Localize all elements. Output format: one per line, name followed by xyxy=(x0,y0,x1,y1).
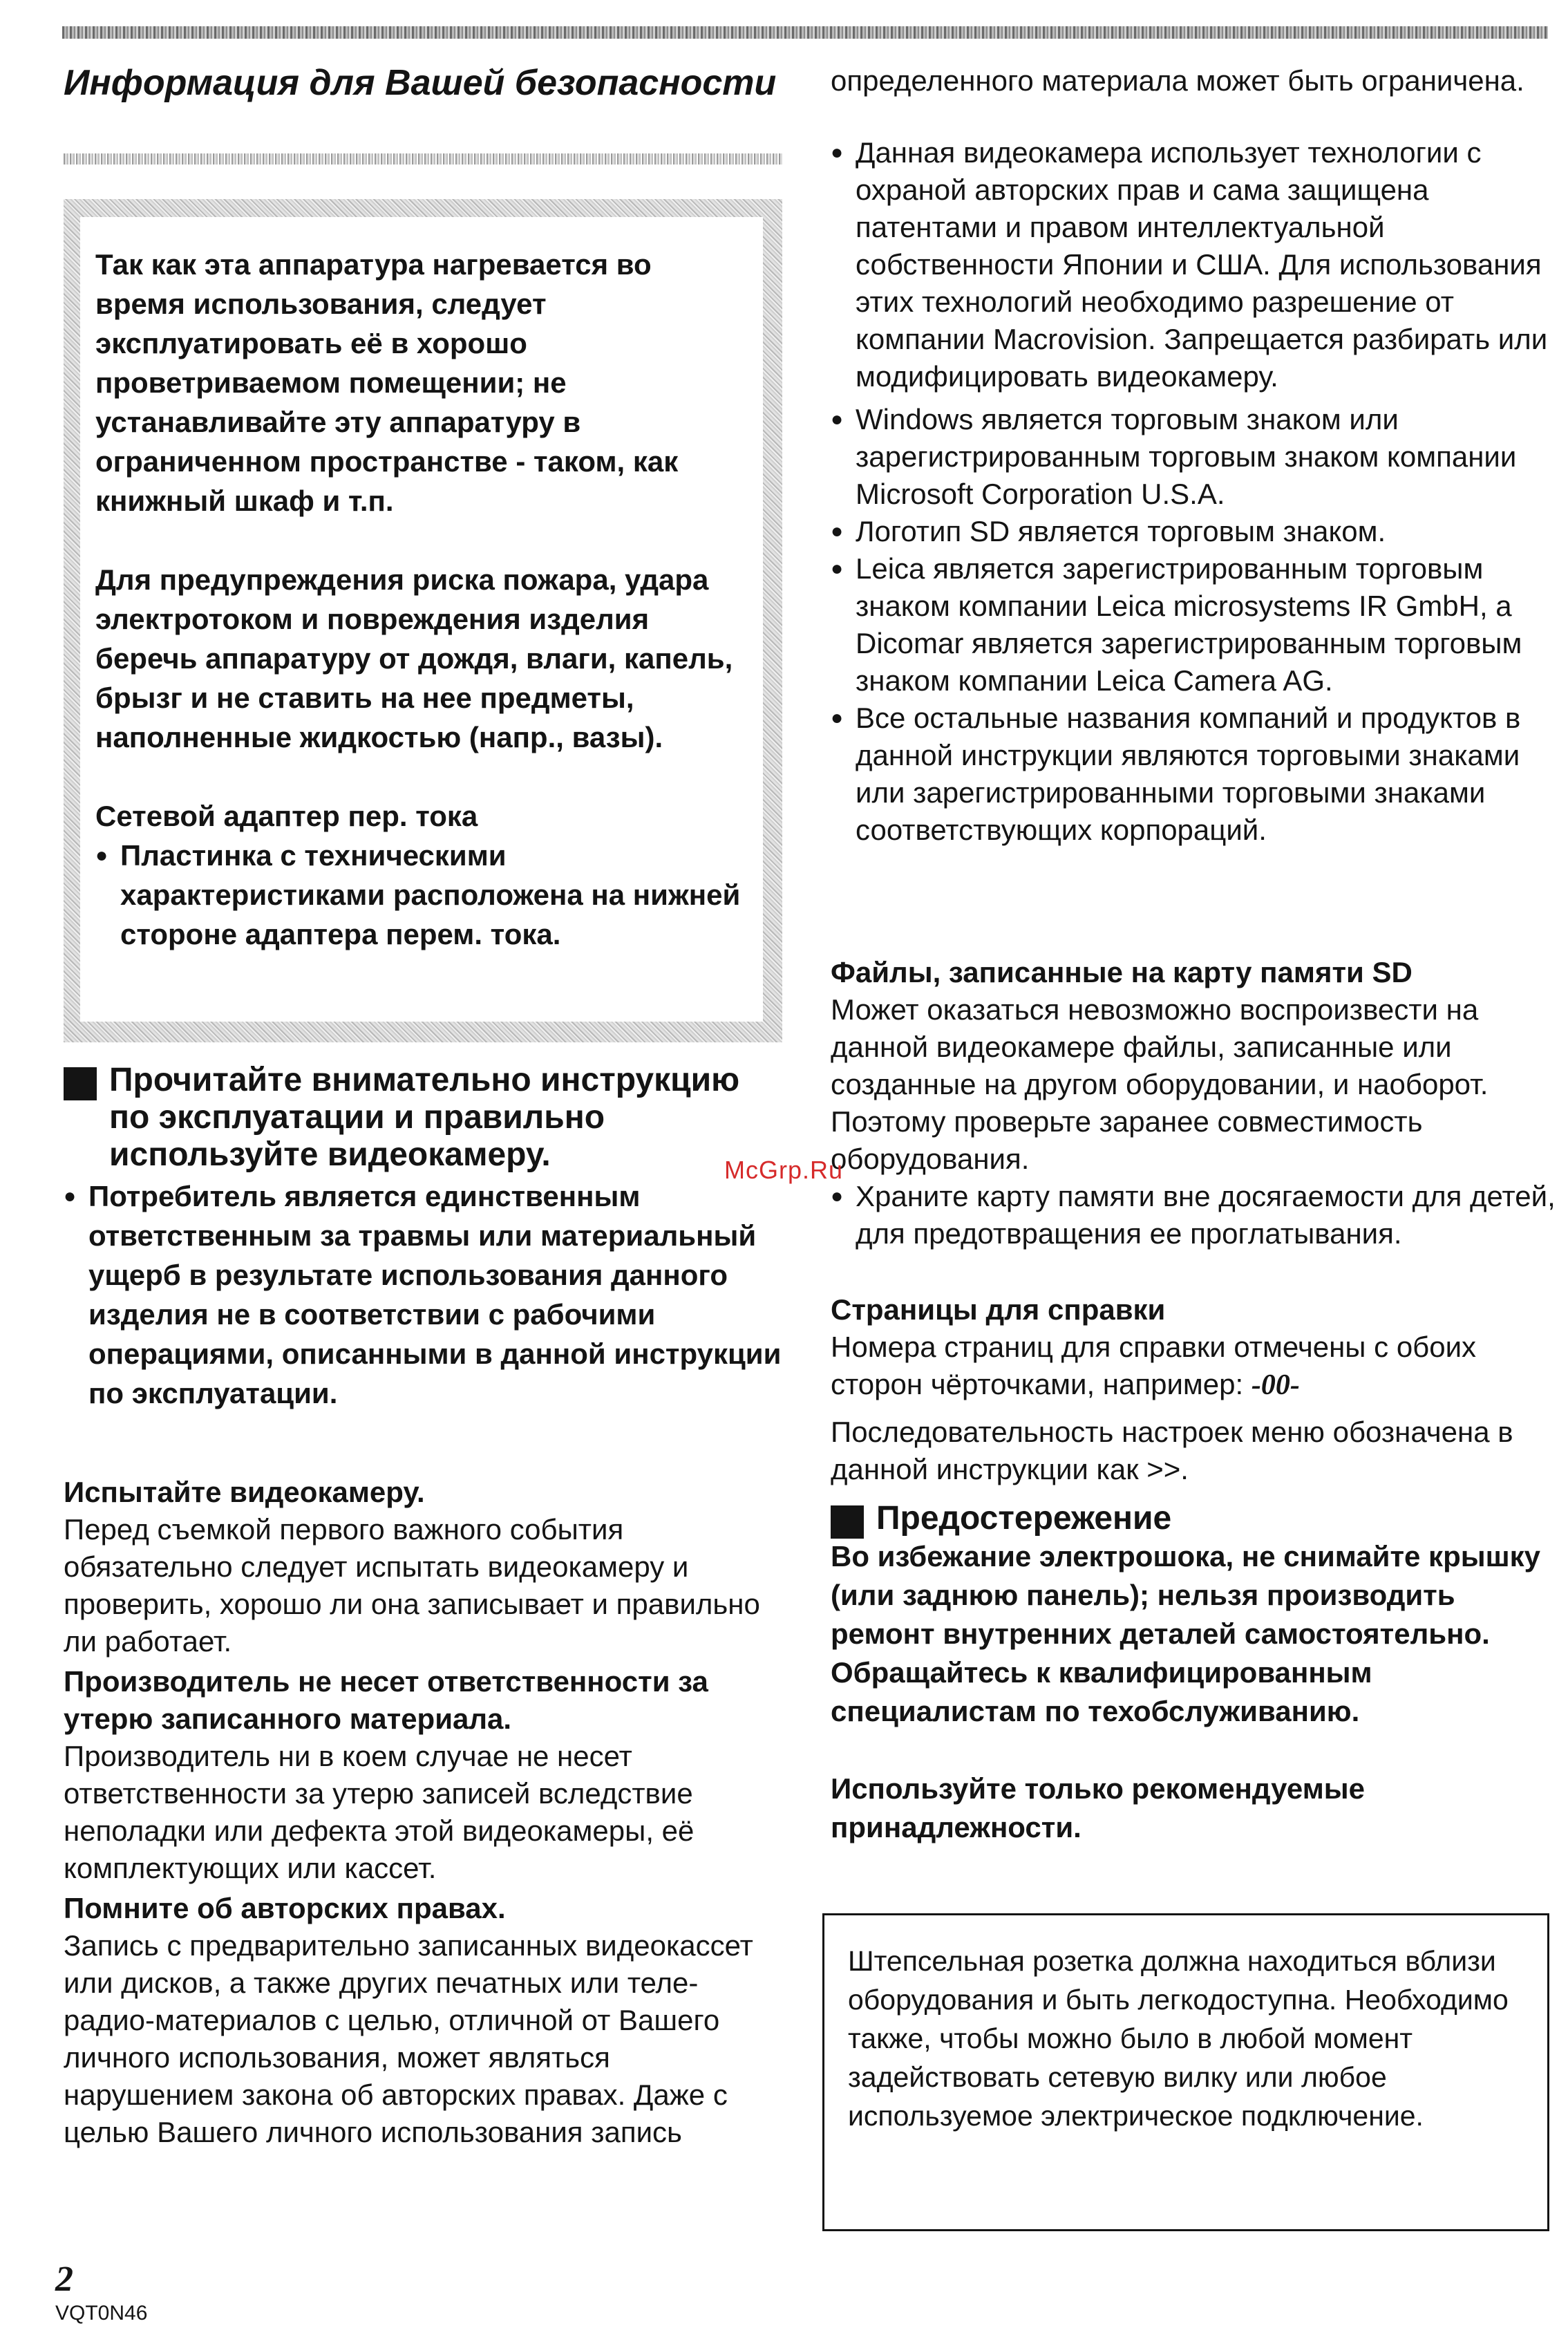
caution-p3: Используйте только рекомендуемые принадлежности. xyxy=(831,1772,1366,1843)
fire-warning: Для предупреждения риска пожара, удара электротоком и повреждения изделия беречь аппаратуру от дождя, влаги, капель, брызг и не ставить на нее предметы, наполненные жидкостью (напр., вазы). xyxy=(95,563,733,753)
read-heading xyxy=(64,1062,782,1174)
notice-box xyxy=(822,1913,1549,2231)
caution-p1: Во избежание электрошока, не снимайте крышку (или заднюю панель); нельзя производить ремонт внутренних деталей самостоятельно. xyxy=(831,1540,1540,1650)
adapter-bullet: ● Пластинка с техническими характеристиками расположена на нижней стороне адаптера перем. тока. xyxy=(95,836,748,954)
warning-box-inner xyxy=(80,217,763,1022)
liability-text: Производитель ни в коем случае не несет ответственности за утерю записей вследствие неполадки или дефекта этой видеокамеры, её комплектующих или кассет. xyxy=(64,1740,695,1884)
section-square-icon xyxy=(831,1505,864,1539)
sd-files-bullet: ● Храните карту памяти вне досягаемости для детей, для предотвращения ее проглатывания. xyxy=(831,1178,1556,1252)
page-title: Информация для Вашей безопасности xyxy=(64,63,777,103)
title-underline xyxy=(64,153,782,165)
reference-example: -00- xyxy=(1251,1369,1300,1401)
read-heading-text: Прочитайте внимательно инструкцию по эксплуатации и правильно используйте видеокамеру. xyxy=(109,1062,740,1173)
ventilation-warning: Так как эта аппаратура нагревается во время использования, следует эксплуатировать её в хорошо проветриваемом помещении; не устанавливайте эту аппаратуру в ограниченном пространстве - таком, как книжный шкаф и т.п. xyxy=(95,248,679,517)
header-rule xyxy=(62,26,1548,39)
document-code: VQT0N46 xyxy=(55,2302,148,2325)
test-title: Испытайте видеокамеру. xyxy=(64,1476,425,1508)
caution-heading xyxy=(831,1500,1556,1537)
liability-section xyxy=(64,1663,782,1887)
watermark: McGrp.Ru xyxy=(724,1156,844,1184)
trademark-item: ● Все остальные названия компаний и продуктов в данной инструкции являются торговыми знаками или зарегистрированными торговыми знаками соответствующих корпораций. xyxy=(831,700,1556,849)
caution-heading-text: Предостережение xyxy=(876,1500,1172,1537)
trademark-item: ● Данная видеокамера использует технологии с охраной авторских прав и сама защищена патентами и правом интеллектуальной собственности Японии и США. Для использования этих технологий необходимо разрешение от компании Macrovision. Запрещается разбирать или модифицировать видеокамеру. xyxy=(831,134,1556,395)
reference-text-wrap xyxy=(831,1329,1556,1404)
adapter-title: Сетевой адаптер пер. тока xyxy=(95,800,478,832)
trademark-item: ● Windows является торговым знаком или зарегистрированным торговым знаком компании Microsoft Corporation U.S.A. xyxy=(831,401,1556,513)
copyright-continued xyxy=(831,62,1556,100)
copyright-continued-text: определенного материала может быть ограничена. xyxy=(831,64,1524,97)
reference-title: Страницы для справки xyxy=(831,1293,1166,1326)
test-section xyxy=(64,1474,782,1660)
section-square-icon xyxy=(64,1067,97,1100)
caution-section xyxy=(831,1500,1556,1847)
notice-text: Штепсельная розетка должна находиться вблизи оборудования и быть легкодоступна. Необходимо также, чтобы можно было в любой момент задействовать сетевую вилку или любое используемое электрическое подключение. xyxy=(848,1945,1509,2132)
read-bullet: ● Потребитель является единственным ответственным за травмы или материальный ущерб в результате использования данного изделия не в соответствии с рабочими операциями, описанными в данной инструкции по эксплуатации. xyxy=(64,1176,782,1413)
read-section xyxy=(64,1062,782,1413)
copyright-text: Запись с предварительно записанных видеокассет или дисков, а также других печатных или теле-радио-материалов с целью, отличной от Вашего личного использования, может являться нарушением закона об авторских правах. Даже с целью Вашего личного использования запись xyxy=(64,1929,753,2148)
liability-title: Производитель не несет ответственности за утерю записанного материала. xyxy=(64,1665,708,1735)
menu-notation-text: Последовательность настроек меню обозначена в данной инструкции как >>. xyxy=(831,1416,1513,1485)
trademark-item: ● Логотип SD является торговым знаком. xyxy=(831,513,1556,550)
reference-section xyxy=(831,1291,1556,1488)
copyright-section xyxy=(64,1890,782,2151)
warning-box xyxy=(64,199,782,1042)
sd-files-text: Может оказаться невозможно воспроизвести на данной видеокамере файлы, записанные или созданные на другом оборудовании, и наоборот. Поэтому проверьте заранее совместимость оборудования. xyxy=(831,993,1489,1175)
test-text: Перед съемкой первого важного события обязательно следует испытать видеокамеру и проверить, хорошо ли она записывает и правильно ли работает. xyxy=(64,1513,760,1658)
copyright-title: Помните об авторских правах. xyxy=(64,1892,506,1924)
page-number: 2 xyxy=(55,2260,73,2299)
sd-files-section xyxy=(831,954,1556,1252)
reference-text: Номера страниц для справки отмечены с обоих сторон чёрточками, например: xyxy=(831,1331,1477,1400)
caution-p2: Обращайтесь к квалифицированным специалистам по техобслуживанию. xyxy=(831,1656,1372,1727)
sd-files-title: Файлы, записанные на карту памяти SD xyxy=(831,956,1413,988)
trademark-list xyxy=(831,134,1556,849)
trademark-item: ● Leica является зарегистрированным торговым знаком компании Leica microsystems IR GmbH, а Dicomar является зарегистрированным торговым знаком компании Leica Camera AG. xyxy=(831,550,1556,700)
